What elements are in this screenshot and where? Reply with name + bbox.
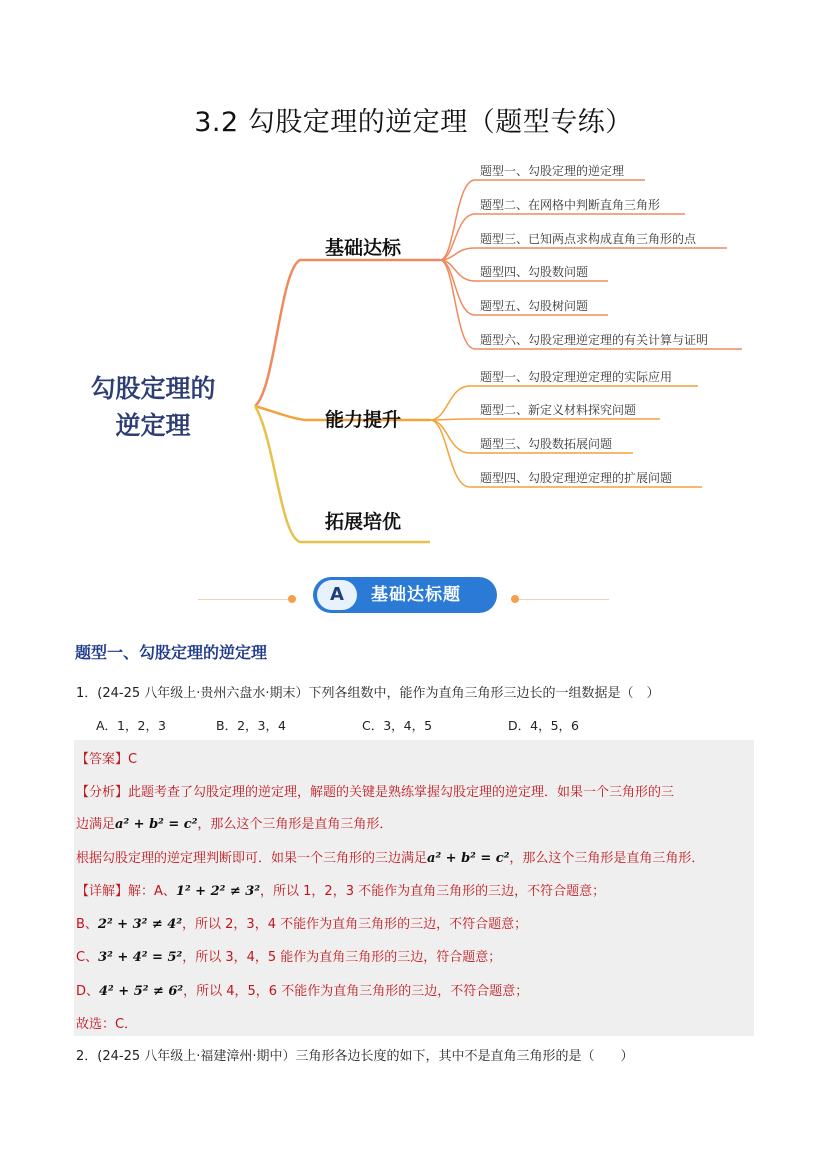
detail-line-c bbox=[76, 946, 501, 965]
analysis-text-1: 此题考查了勾股定理的逆定理，解题的关键是熟练掌握勾股定理的逆定理．如果一个三角形的三 bbox=[128, 785, 675, 800]
leaf-2-1: 题型一、勾股定理逆定理的实际应用 bbox=[480, 370, 673, 384]
question-2-stem: 2．(24-25 八年级上·福建漳州·期中）三角形各边长度的如下，其中不是直角三角形的是（ ） bbox=[76, 1049, 634, 1064]
detail-d-suffix: ，所以 4，5，6 不能作为直角三角形的三边，不符合题意； bbox=[183, 984, 529, 999]
detail-b-suffix: ，所以 2，3，4 不能作为直角三角形的三边，不符合题意； bbox=[182, 917, 528, 932]
leaf-1-6: 题型六、勾股定理逆定理的有关计算与证明 bbox=[480, 333, 709, 347]
equation-abc: a² + b² = c² bbox=[115, 817, 198, 832]
detail-line-b bbox=[76, 913, 527, 932]
question-1-option-b: B．2，3，4 bbox=[216, 718, 286, 733]
answer-line bbox=[76, 748, 137, 767]
branch-label-2: 能力提升 bbox=[325, 409, 402, 431]
leaf-1-1: 题型一、勾股定理的逆定理 bbox=[480, 164, 625, 178]
leaf-2-4: 题型四、勾股定理逆定理的扩展问题 bbox=[480, 471, 673, 485]
mindmap-center-line1: 勾股定理的 bbox=[90, 374, 216, 403]
section-heading: 题型一、勾股定理的逆定理 bbox=[75, 643, 268, 662]
equation-d: 4² + 5² ≠ 6² bbox=[99, 984, 184, 999]
solution-box bbox=[74, 740, 754, 1036]
mindmap-center-line2: 逆定理 bbox=[115, 411, 191, 440]
analysis-text-2a: 边满足 bbox=[76, 817, 116, 832]
leaf-1-4: 题型四、勾股数问题 bbox=[480, 265, 589, 279]
section-banner bbox=[313, 577, 497, 613]
question-1-option-c: C．3，4，5 bbox=[362, 718, 433, 733]
conclusion-line: 故选：C． bbox=[76, 1017, 138, 1032]
banner-dot-right bbox=[511, 595, 519, 603]
equation-b: 2² + 3² ≠ 4² bbox=[97, 917, 183, 932]
leaf-1-5: 题型五、勾股树问题 bbox=[480, 299, 589, 313]
detail-d-prefix: D、 bbox=[76, 984, 100, 999]
banner-line-left bbox=[198, 599, 288, 600]
leaf-1-2: 题型二、在网格中判断直角三角形 bbox=[480, 198, 661, 212]
analysis-text-3b: ，那么这个三角形是直角三角形． bbox=[509, 851, 705, 866]
page-title: 3.2 勾股定理的逆定理（题型专练） bbox=[194, 107, 633, 138]
detail-tag: 【详解】 bbox=[76, 884, 129, 899]
detail-c-suffix: ，所以 3，4，5 能作为直角三角形的三边，符合题意； bbox=[182, 950, 502, 965]
answer-value: C bbox=[128, 752, 138, 767]
analysis-line-2 bbox=[76, 813, 392, 832]
leaf-2-2: 题型二、新定义材料探究问题 bbox=[480, 403, 637, 417]
analysis-tag: 【分析】 bbox=[76, 785, 129, 800]
answer-tag: 【答案】 bbox=[76, 752, 129, 767]
banner-letter: A bbox=[317, 580, 357, 610]
detail-a-suffix: ，所以 1，2，3 不能作为直角三角形的三边，不符合题意； bbox=[260, 884, 606, 899]
banner-line-right bbox=[519, 599, 609, 600]
equation-c: 3² + 4² = 5² bbox=[98, 950, 183, 965]
branch-connector-1 bbox=[255, 260, 440, 406]
leaf-1-3: 题型三、已知两点求构成直角三角形的点 bbox=[480, 232, 697, 246]
banner-text: 基础达标题 bbox=[371, 585, 461, 605]
question-1-option-a: A．1，2，3 bbox=[96, 718, 166, 733]
analysis-line-1 bbox=[76, 781, 674, 800]
banner-dot-left bbox=[288, 595, 296, 603]
equation-a: 1² + 2² ≠ 3² bbox=[175, 884, 261, 899]
branch-label-1: 基础达标 bbox=[325, 237, 402, 259]
detail-line-a bbox=[76, 880, 605, 899]
detail-c-prefix: C、 bbox=[76, 950, 99, 965]
equation-abc-2: a² + b² = c² bbox=[427, 851, 510, 866]
question-1-option-d: D．4，5，6 bbox=[508, 718, 579, 733]
analysis-text-3a: 根据勾股定理的逆定理判断即可．如果一个三角形的三边满足 bbox=[76, 851, 428, 866]
mind-map bbox=[0, 150, 827, 550]
leaf-2-3: 题型三、勾股数拓展问题 bbox=[480, 437, 613, 451]
detail-b-prefix: B、 bbox=[76, 917, 98, 932]
question-1-stem: 1．(24-25 八年级上·贵州六盘水·期末）下列各组数中，能作为直角三角形三边长的一组数据是（ ） bbox=[76, 686, 660, 701]
detail-a-prefix: 解：A、 bbox=[128, 884, 176, 899]
branch-label-3: 拓展培优 bbox=[325, 511, 402, 533]
analysis-text-2b: ，那么这个三角形是直角三角形． bbox=[197, 817, 393, 832]
detail-line-d bbox=[76, 980, 528, 999]
analysis-line-3 bbox=[76, 847, 704, 866]
